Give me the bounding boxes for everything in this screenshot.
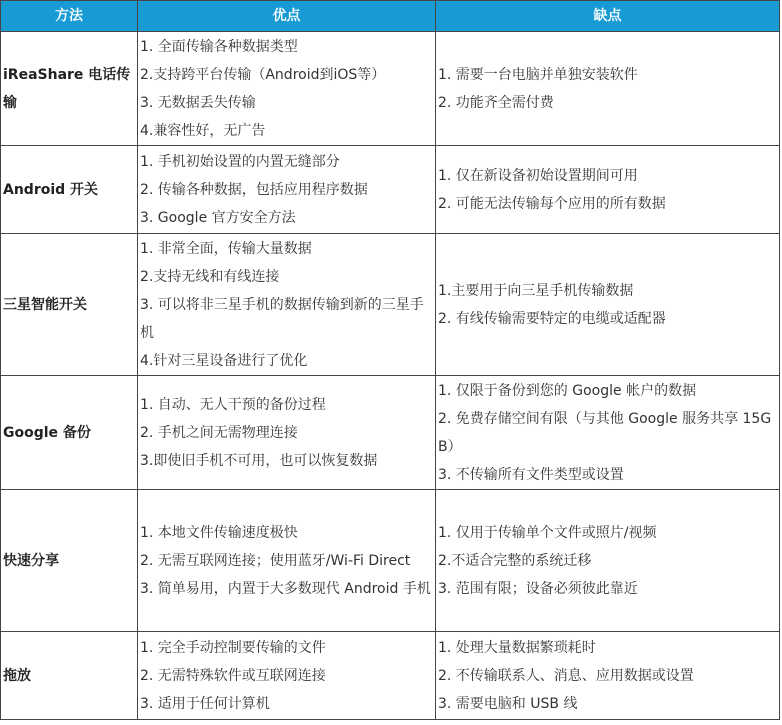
pros-cell (138, 376, 436, 490)
table-header (1, 1, 780, 32)
cons-item: 1. 需要一台电脑并单独安装软件 (438, 66, 638, 83)
pros-item: 1. 手机初始设置的内置无缝部分 (140, 153, 340, 170)
pros-item: 3. 可以将非三星手机的数据传输到新的三星手机 (140, 296, 424, 341)
pros-item: 2. 传输各种数据，包括应用程序数据 (140, 181, 368, 198)
pros-item: 1. 自动、无人干预的备份过程 (140, 396, 326, 413)
pros-cell (138, 234, 436, 376)
cons-cell (436, 376, 780, 490)
table-body (1, 32, 780, 720)
method-cell: Android 开关 (1, 146, 138, 234)
pros-item: 4.兼容性好，无广告 (140, 122, 266, 139)
cons-item: 2. 不传输联系人、消息、应用数据或设置 (438, 667, 694, 684)
table-row (1, 376, 780, 490)
method-cell: 快速分享 (1, 490, 138, 632)
cons-cell (436, 490, 780, 632)
pros-item: 1. 本地文件传输速度极快 (140, 524, 298, 541)
table-row (1, 490, 780, 632)
cons-item: 2. 可能无法传输每个应用的所有数据 (438, 195, 666, 212)
pros-item: 3. Google 官方安全方法 (140, 209, 296, 226)
cons-item: 1.主要用于向三星手机传输数据 (438, 282, 634, 299)
pros-cell (138, 632, 436, 720)
method-cell: 拖放 (1, 632, 138, 720)
cons-item: 1. 仅用于传输单个文件或照片/视频 (438, 524, 657, 541)
cons-cell (436, 146, 780, 234)
cons-item: 2. 有线传输需要特定的电缆或适配器 (438, 310, 666, 327)
method-cell: iReaShare 电话传输 (1, 32, 138, 146)
header-pros: 优点 (138, 1, 436, 32)
cons-item: 3. 范围有限；设备必须彼此靠近 (438, 580, 638, 597)
cons-item: 2.不适合完整的系统迁移 (438, 552, 592, 569)
cons-cell (436, 32, 780, 146)
pros-item: 3. 适用于任何计算机 (140, 695, 270, 712)
table-row (1, 32, 780, 146)
pros-item: 1. 非常全面，传输大量数据 (140, 240, 312, 257)
cons-cell (436, 632, 780, 720)
pros-item: 2. 手机之间无需物理连接 (140, 424, 298, 441)
cons-item: 1. 仅在新设备初始设置期间可用 (438, 167, 638, 184)
method-cell: Google 备份 (1, 376, 138, 490)
pros-cell (138, 490, 436, 632)
table-row (1, 632, 780, 720)
pros-item: 3. 简单易用，内置于大多数现代 Android 手机 (140, 580, 431, 597)
table-row (1, 146, 780, 234)
pros-item: 3. 无数据丢失传输 (140, 94, 256, 111)
cons-item: 1. 处理大量数据繁琐耗时 (438, 639, 596, 656)
pros-item: 1. 全面传输各种数据类型 (140, 38, 298, 55)
cons-item: 3. 不传输所有文件类型或设置 (438, 466, 624, 483)
pros-item: 2.支持跨平台传输（Android到iOS等） (140, 66, 386, 83)
cons-item: 1. 仅限于备份到您的 Google 帐户的数据 (438, 382, 697, 399)
table-row (1, 234, 780, 376)
pros-item: 3.即使旧手机不可用，也可以恢复数据 (140, 452, 378, 469)
header-cons: 缺点 (436, 1, 780, 32)
method-cell: 三星智能开关 (1, 234, 138, 376)
pros-item: 2. 无需特殊软件或互联网连接 (140, 667, 326, 684)
cons-item: 3. 需要电脑和 USB 线 (438, 695, 578, 712)
pros-item: 2.支持无线和有线连接 (140, 268, 280, 285)
pros-cell (138, 32, 436, 146)
pros-item: 2. 无需互联网连接；使用蓝牙/Wi-Fi Direct (140, 552, 411, 569)
header-row (1, 1, 780, 32)
pros-cell (138, 146, 436, 234)
cons-item: 2. 免费存储空间有限（与其他 Google 服务共享 15GB） (438, 410, 772, 455)
cons-cell (436, 234, 780, 376)
pros-item: 1. 完全手动控制要传输的文件 (140, 639, 326, 656)
pros-item: 4.针对三星设备进行了优化 (140, 352, 308, 369)
header-method: 方法 (1, 1, 138, 32)
cons-item: 2. 功能齐全需付费 (438, 94, 554, 111)
